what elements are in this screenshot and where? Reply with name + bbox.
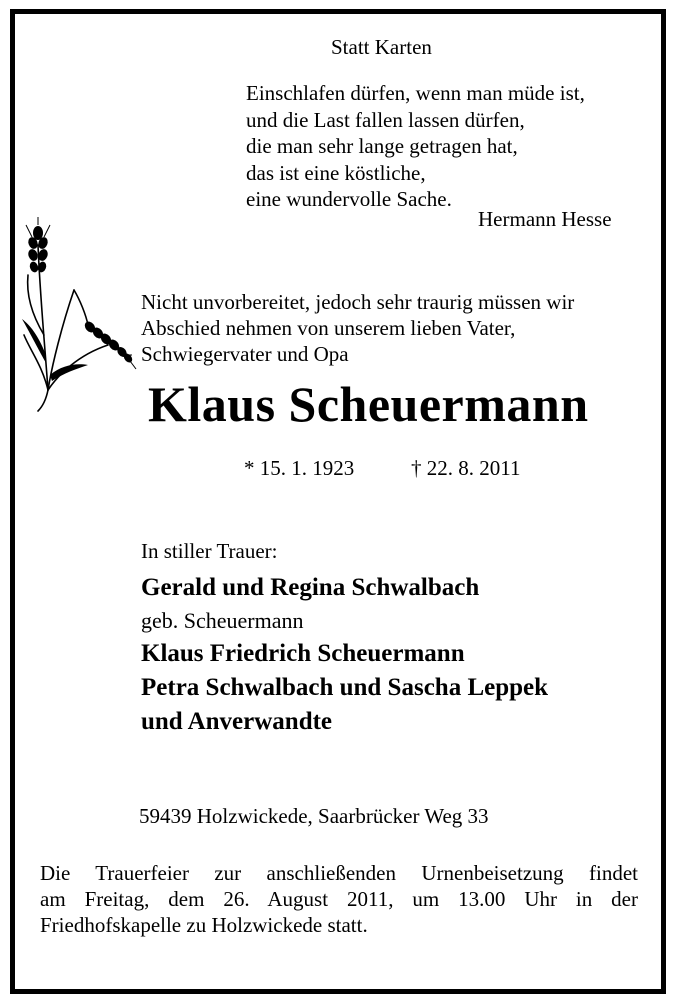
ceremony-line: Die Trauerfeier zur anschließenden Urnenbeisetzung findet xyxy=(40,861,638,885)
ceremony-notice xyxy=(40,860,638,938)
ceremony-line: am Freitag, dem 26. August 2011, um 13.00 Uhr in der xyxy=(40,887,638,911)
poem-line: Einschlafen dürfen, wenn man müde ist, xyxy=(246,81,585,105)
death-date: † 22. 8. 2011 xyxy=(411,456,521,480)
ceremony-line: Friedhofskapelle zu Holzwickede statt. xyxy=(40,913,368,937)
mourners-list xyxy=(141,571,548,739)
poem xyxy=(246,80,585,213)
intro-line: Abschied nehmen von unserem lieben Vater, xyxy=(141,316,516,340)
mourner-name: Gerald und Regina Schwalbach xyxy=(141,574,480,601)
intro-line: Nicht unvorbereitet, jedoch sehr traurig müssen wir xyxy=(141,290,575,314)
intro-text xyxy=(141,289,574,367)
birth-date: * 15. 1. 1923 xyxy=(244,456,355,480)
poem-line: die man sehr lange getragen hat, xyxy=(246,134,518,158)
poem-line: das ist eine köstliche, xyxy=(246,160,426,185)
poem-author: Hermann Hesse xyxy=(478,207,612,231)
mourner-name: Petra Schwalbach und Sascha Leppek xyxy=(141,674,549,701)
address: 59439 Holzwickede, Saarbrücker Weg 33 xyxy=(139,804,489,828)
intro-line: Schwiegervater und Opa xyxy=(141,342,349,366)
mourner-name: und Anverwandte xyxy=(141,708,333,735)
wheat-stalks-icon xyxy=(18,215,138,415)
mourning-label: In stiller Trauer: xyxy=(141,539,278,563)
poem-line: eine wundervolle Sache. xyxy=(246,187,452,211)
mourner-name: Klaus Friedrich Scheuermann xyxy=(141,640,465,667)
mourner-maiden-name: geb. Scheuermann xyxy=(141,608,304,633)
deceased-name: Klaus Scheuermann xyxy=(148,376,589,432)
poem-line: und die Last fallen lassen dürfen, xyxy=(246,107,525,132)
header-statt-karten: Statt Karten xyxy=(331,35,432,59)
